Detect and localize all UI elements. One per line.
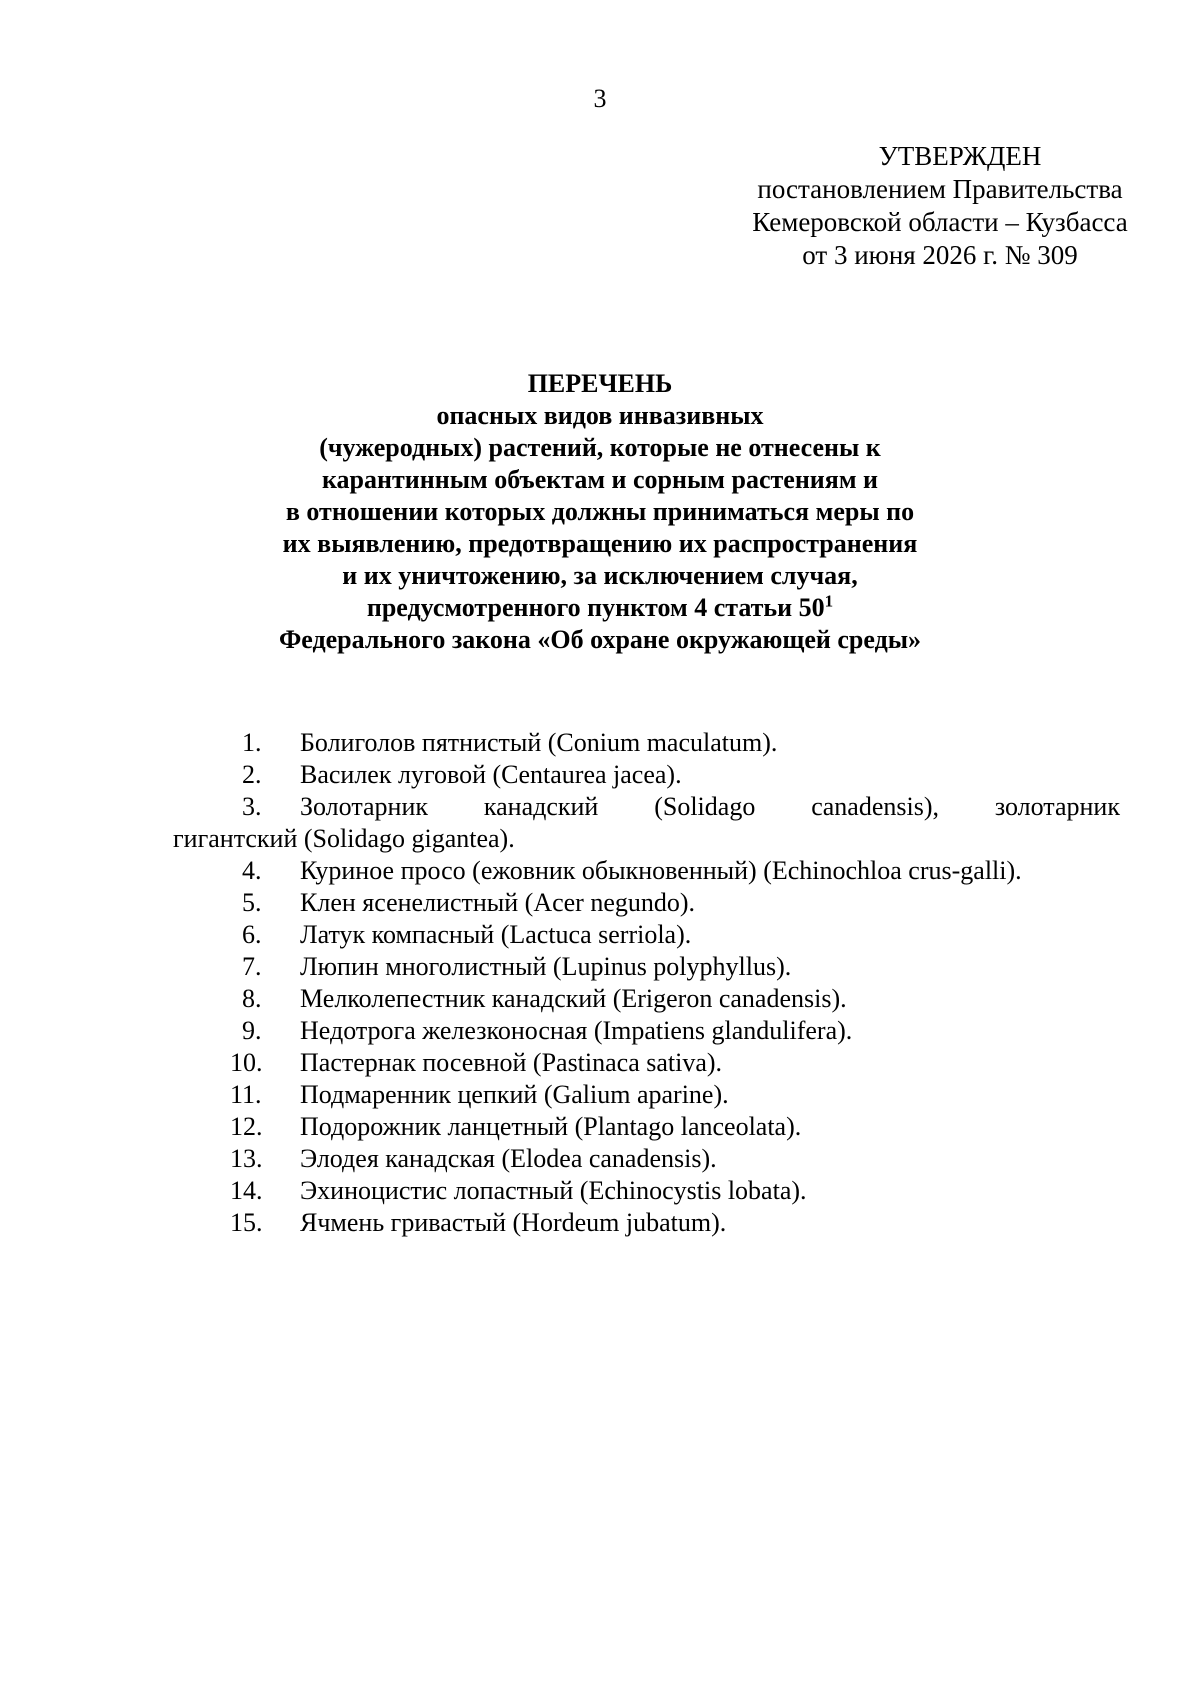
list-item-number: 8. (242, 984, 262, 1013)
list-item (0, 791, 1200, 823)
approval-line-date: от 3 июня 2026 г. № 309 (802, 240, 1078, 270)
list-item-number: 1. (242, 728, 262, 757)
list-item-word: канадский (483, 792, 599, 821)
list-item-text: Недотрога железконосная (Impatiens glandulifera). (300, 1016, 853, 1045)
list-item-number: 4. (242, 856, 262, 885)
list-item-text-continued: гигантский (Solidago gigantea). (173, 824, 515, 853)
list-item-text: Куриное просо (ежовник обыкновенный) (Echinochloa crus-galli). (300, 856, 1022, 885)
list-item-text: Пастернак посевной (Pastinaca sativa). (300, 1048, 723, 1077)
list-item (0, 1207, 1200, 1239)
list-item-text: Ячмень гривастый (Hordeum jubatum). (300, 1208, 727, 1237)
title-line: в отношении которых должны приниматься меры по (285, 497, 915, 526)
list-item-text: Подмаренник цепкий (Galium aparine). (300, 1080, 729, 1109)
list-item-text: Подорожник ланцетный (Plantago lanceolata). (300, 1112, 802, 1141)
list-item (0, 1143, 1200, 1175)
list-item-word: canadensis), (811, 792, 939, 821)
approval-line-region: Кемеровской области – Кузбасса (752, 207, 1128, 237)
list-item (0, 951, 1200, 983)
title-line: и их уничтожению, за исключением случая, (342, 561, 858, 590)
list-item-text: Клен ясенелистный (Acer negundo). (300, 888, 696, 917)
list-item-word: (Solidago (654, 792, 756, 821)
title-line: опасных видов инвазивных (436, 401, 764, 430)
list-item-text: Болиголов пятнистый (Conium maculatum). (300, 728, 778, 757)
list-item-text-justified (300, 791, 1120, 823)
list-item-number: 10. (230, 1048, 263, 1077)
list-item (0, 1047, 1200, 1079)
document-title (200, 368, 1000, 656)
title-article-text: предусмотренного пунктом 4 статьи 50 (366, 593, 825, 622)
title-article-superscript: 1 (824, 591, 834, 611)
list-item-text: Василек луговой (Centaurea jacea). (300, 760, 682, 789)
list-item-continuation (0, 823, 1200, 855)
list-item-text: Эхиноцистис лопастный (Echinocystis lobata). (300, 1176, 807, 1205)
list-item (0, 1015, 1200, 1047)
list-item-number: 9. (242, 1016, 262, 1045)
species-list (0, 727, 1200, 1239)
list-item (0, 919, 1200, 951)
list-item (0, 887, 1200, 919)
page-number: 3 (593, 84, 607, 113)
title-line-article (200, 592, 1000, 624)
list-item (0, 759, 1200, 791)
list-item (0, 1079, 1200, 1111)
list-item-text: Люпин многолистный (Lupinus polyphyllus). (300, 952, 792, 981)
list-item-number: 3. (242, 792, 262, 821)
list-item-number: 5. (242, 888, 262, 917)
list-item-number: 6. (242, 920, 262, 949)
title-line: (чужеродных) растений, которые не отнесены к (319, 433, 881, 462)
list-item (0, 727, 1200, 759)
title-line: Федерального закона «Об охране окружающей среды» (278, 625, 922, 654)
list-item (0, 1111, 1200, 1143)
approval-line-resolution: постановлением Правительства (757, 174, 1123, 204)
list-item (0, 855, 1200, 887)
list-item-number: 7. (242, 952, 262, 981)
list-item-number: 11. (230, 1080, 262, 1109)
list-item (0, 983, 1200, 1015)
list-item-number: 2. (242, 760, 262, 789)
list-item-word: Золотарник (300, 792, 428, 821)
list-item-number: 14. (230, 1176, 263, 1205)
title-line: карантинным объектам и сорным растениям и (321, 465, 879, 494)
list-item (0, 1175, 1200, 1207)
list-item-text: Мелколепестник канадский (Erigeron canadensis). (300, 984, 847, 1013)
list-item-text: Элодея канадская (Elodea canadensis). (300, 1144, 717, 1173)
list-item-number: 13. (230, 1144, 263, 1173)
title-line: их выявлению, предотвращению их распространения (282, 529, 918, 558)
list-item-text: Латук компасный (Lactuca serriola). (300, 920, 692, 949)
title-heading: ПЕРЕЧЕНЬ (527, 369, 673, 398)
approval-stamp (690, 140, 1190, 272)
list-item-word: золотарник (994, 792, 1120, 821)
approval-heading: УТВЕРЖДЕН (878, 141, 1042, 171)
list-item-number: 15. (230, 1208, 263, 1237)
list-item-number: 12. (230, 1112, 263, 1141)
